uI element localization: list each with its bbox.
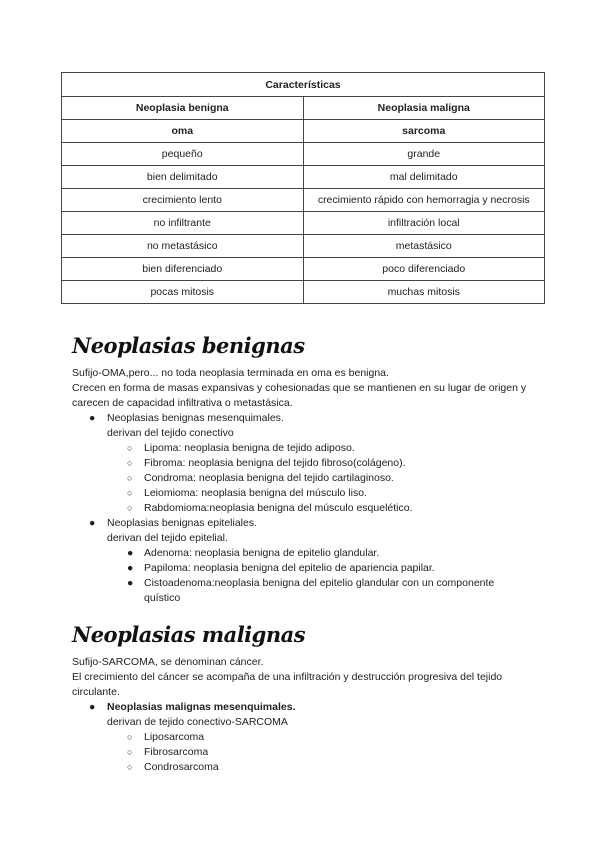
benignas-description-paragraph: Crecen en forma de masas expansivas y cohesionadas que se mantienen en su lugar de origen y carecen de capacidad infiltrativa o metastásica.	[72, 382, 527, 409]
list-item-label: Papiloma: neoplasia benigna del epitelio de apariencia papilar.	[144, 562, 435, 574]
circle-bullet-icon: ○	[127, 503, 133, 513]
list-item-label: Leiomioma: neoplasia benigna del músculo liso.	[144, 487, 367, 499]
benignas-section	[72, 333, 542, 606]
list-item-label: Neoplasias malignas mesenquimales.	[107, 701, 296, 713]
circle-bullet-icon: ○	[127, 473, 133, 483]
circle-bullet-icon: ○	[127, 443, 133, 453]
suffix-maligna: sarcoma	[303, 120, 545, 143]
list-subtitle: derivan del tejido conectivo	[107, 427, 234, 439]
table-cell: poco diferenciado	[303, 258, 545, 281]
list-item	[72, 760, 542, 775]
table-row	[62, 166, 545, 189]
list-subtitle: derivan de tejido conectivo-SARCOMA	[107, 716, 288, 728]
benignas-list	[72, 411, 542, 426]
circle-bullet-icon: ○	[127, 732, 133, 742]
table-cell: crecimiento rápido con hemorragia y necrosis	[303, 189, 545, 212]
list-item	[72, 700, 542, 715]
list-item-label: Rabdomioma:neoplasia benigna del músculo esquelético.	[144, 502, 413, 514]
list-item-label: Cistoadenoma:neoplasia benigna del epitelio glandular con un componente quístico	[144, 577, 495, 604]
table-cell: metastásico	[303, 235, 545, 258]
list-item	[72, 441, 542, 456]
list-item-label: Condrosarcoma	[144, 761, 219, 773]
bullet-icon: ●	[127, 562, 134, 574]
list-item	[72, 745, 542, 760]
circle-bullet-icon: ○	[127, 458, 133, 468]
benignas-heading: Neoplasias benignas	[72, 333, 305, 358]
table-cell: muchas mitosis	[303, 281, 545, 304]
list-subtitle: derivan del tejido epitelial.	[107, 532, 228, 544]
malignas-description-paragraph: El crecimiento del cáncer se acompaña de una infiltración y destrucción progresiva del tejido circulante.	[72, 671, 503, 698]
bullet-icon: ●	[89, 701, 96, 713]
table-cell: grande	[303, 143, 545, 166]
malignas-suffix-paragraph: Sufijo-SARCOMA, se denominan cáncer.	[72, 656, 264, 668]
table-cell: pequeño	[62, 143, 304, 166]
list-item	[72, 411, 542, 426]
list-item-label: Condroma: neoplasia benigna del tejido cartilaginoso.	[144, 472, 394, 484]
table-row	[62, 258, 545, 281]
list-item	[72, 546, 542, 561]
list-item-label: Fibrosarcoma	[144, 746, 209, 758]
list-item-label: Neoplasias benignas epiteliales.	[107, 517, 258, 529]
table-cell: bien diferenciado	[62, 258, 304, 281]
list-item	[72, 471, 542, 486]
list-item	[72, 730, 542, 745]
list-item	[72, 516, 542, 531]
malignas-list	[72, 700, 542, 715]
table-row	[62, 143, 545, 166]
circle-bullet-icon: ○	[127, 488, 133, 498]
column-header-benigna: Neoplasia benigna	[62, 97, 304, 120]
list-item-label: Adenoma: neoplasia benigna de epitelio glandular.	[144, 547, 380, 559]
table-cell: mal delimitado	[303, 166, 545, 189]
list-item	[72, 576, 542, 606]
list-item-label: Lipoma: neoplasia benigna de tejido adiposo.	[144, 442, 355, 454]
circle-bullet-icon: ○	[127, 747, 133, 757]
bullet-icon: ●	[89, 412, 96, 424]
list-item	[72, 501, 542, 516]
benignas-epiteliales-list	[72, 546, 542, 606]
table-row	[62, 235, 545, 258]
malignas-mesenquimales-list	[72, 730, 542, 775]
table-cell: no infiltrante	[62, 212, 304, 235]
circle-bullet-icon: ○	[127, 762, 133, 772]
table-row	[62, 281, 545, 304]
bullet-icon: ●	[127, 577, 134, 589]
list-item	[72, 561, 542, 576]
list-item-label: Fibroma: neoplasia benigna del tejido fibroso(colágeno).	[144, 457, 406, 469]
list-item	[72, 486, 542, 501]
malignas-heading: Neoplasias malignas	[72, 622, 306, 647]
benignas-suffix-paragraph: Sufijo-OMA,pero... no toda neoplasia terminada en oma es benigna.	[72, 367, 389, 379]
list-item	[72, 456, 542, 471]
table-cell: no metastásico	[62, 235, 304, 258]
table-row	[62, 212, 545, 235]
list-item-label: Neoplasias benignas mesenquimales.	[107, 412, 284, 424]
table-row	[62, 189, 545, 212]
bullet-icon: ●	[89, 517, 96, 529]
table-title: Características	[62, 73, 545, 97]
malignas-section	[72, 622, 542, 775]
bullet-icon: ●	[127, 547, 134, 559]
benignas-list-epiteliales	[72, 516, 542, 531]
characteristics-table	[61, 72, 545, 304]
suffix-benigna: oma	[62, 120, 304, 143]
table-cell: infiltración local	[303, 212, 545, 235]
column-header-maligna: Neoplasia maligna	[303, 97, 545, 120]
table-cell: pocas mitosis	[62, 281, 304, 304]
table-cell: crecimiento lento	[62, 189, 304, 212]
table-cell: bien delimitado	[62, 166, 304, 189]
benignas-mesenquimales-list	[72, 441, 542, 516]
list-item-label: Liposarcoma	[144, 731, 205, 743]
